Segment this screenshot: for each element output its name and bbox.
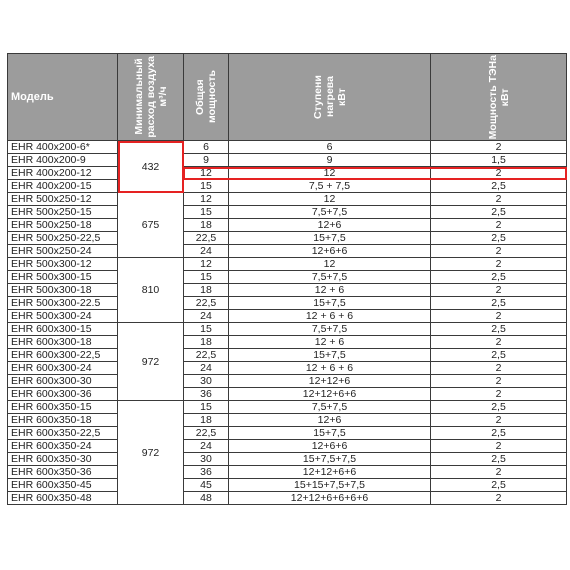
element-power-cell: 2 xyxy=(431,414,567,427)
spec-table-container xyxy=(7,53,566,505)
element-power-cell: 2,5 xyxy=(431,180,567,193)
element-power-cell: 2,5 xyxy=(431,401,567,414)
element-power-cell: 2 xyxy=(431,362,567,375)
total-power-cell: 15 xyxy=(184,323,229,336)
total-power-cell: 12 xyxy=(184,193,229,206)
table-row xyxy=(8,323,567,336)
heating-stages-cell: 7,5 + 7,5 xyxy=(229,180,431,193)
table-row xyxy=(8,440,567,453)
heating-stages-cell: 9 xyxy=(229,154,431,167)
table-row xyxy=(8,258,567,271)
table-row xyxy=(8,141,567,154)
model-cell: EHR 400x200-12 xyxy=(8,167,118,180)
total-power-cell: 48 xyxy=(184,492,229,505)
table-row xyxy=(8,219,567,232)
heating-stages-cell: 7,5+7,5 xyxy=(229,271,431,284)
model-cell: EHR 500x250-15 xyxy=(8,206,118,219)
model-cell: EHR 600x300-30 xyxy=(8,375,118,388)
header-total-power-label: Общая мощность xyxy=(194,70,218,124)
element-power-cell: 2 xyxy=(431,245,567,258)
table-row xyxy=(8,453,567,466)
element-power-cell: 2 xyxy=(431,167,567,180)
model-cell: EHR 500x250-24 xyxy=(8,245,118,258)
table-body xyxy=(8,141,567,505)
element-power-cell: 2 xyxy=(431,219,567,232)
table-row xyxy=(8,492,567,505)
total-power-cell: 12 xyxy=(184,167,229,180)
model-cell: EHR 600x300-36 xyxy=(8,388,118,401)
element-power-cell: 2 xyxy=(431,466,567,479)
heating-stages-cell: 7,5+7,5 xyxy=(229,323,431,336)
total-power-cell: 24 xyxy=(184,440,229,453)
header-heating-stages xyxy=(229,54,431,141)
total-power-cell: 24 xyxy=(184,362,229,375)
model-cell: EHR 500x250-18 xyxy=(8,219,118,232)
table-row xyxy=(8,297,567,310)
heating-stages-cell: 7,5+7,5 xyxy=(229,401,431,414)
table-row xyxy=(8,284,567,297)
heating-stages-cell: 12+6+6 xyxy=(229,245,431,258)
table-row xyxy=(8,466,567,479)
total-power-cell: 18 xyxy=(184,336,229,349)
model-cell: EHR 600x350-45 xyxy=(8,479,118,492)
heating-stages-cell: 6 xyxy=(229,141,431,154)
total-power-cell: 22,5 xyxy=(184,349,229,362)
model-cell: EHR 600x350-36 xyxy=(8,466,118,479)
table-row xyxy=(8,245,567,258)
total-power-cell: 18 xyxy=(184,284,229,297)
table-row xyxy=(8,180,567,193)
element-power-cell: 2,5 xyxy=(431,349,567,362)
header-total-power xyxy=(184,54,229,141)
heating-stages-cell: 12+12+6+6 xyxy=(229,388,431,401)
element-power-cell: 2,5 xyxy=(431,232,567,245)
element-power-cell: 2,5 xyxy=(431,323,567,336)
element-power-cell: 2 xyxy=(431,258,567,271)
element-power-cell: 2 xyxy=(431,336,567,349)
table-row xyxy=(8,479,567,492)
table-row xyxy=(8,310,567,323)
element-power-cell: 2 xyxy=(431,141,567,154)
air-flow-cell: 810 xyxy=(118,258,184,323)
heating-stages-cell: 12 + 6 + 6 xyxy=(229,310,431,323)
air-flow-cell: 675 xyxy=(118,193,184,258)
header-heating-stages-label: Ступени нагрева кВт xyxy=(311,75,348,119)
heating-stages-cell: 12 + 6 + 6 xyxy=(229,362,431,375)
model-cell: EHR 500x300-15 xyxy=(8,271,118,284)
model-cell: EHR 600x350-24 xyxy=(8,440,118,453)
model-cell: EHR 600x300-18 xyxy=(8,336,118,349)
element-power-cell: 2 xyxy=(431,388,567,401)
element-power-cell: 1,5 xyxy=(431,154,567,167)
model-cell: EHR 600x350-18 xyxy=(8,414,118,427)
model-cell: EHR 500x250-22,5 xyxy=(8,232,118,245)
table-row xyxy=(8,401,567,414)
heating-stages-cell: 12 xyxy=(229,193,431,206)
element-power-cell: 2,5 xyxy=(431,206,567,219)
table-row xyxy=(8,193,567,206)
model-cell: EHR 600x300-22,5 xyxy=(8,349,118,362)
model-cell: EHR 500x300-24 xyxy=(8,310,118,323)
heating-stages-cell: 15+7,5 xyxy=(229,427,431,440)
header-air-flow-label: Минимальный расход воздуха м³/ч xyxy=(132,56,169,138)
header-element-power xyxy=(431,54,567,141)
heating-stages-cell: 15+7,5+7,5 xyxy=(229,453,431,466)
heating-stages-cell: 12 + 6 xyxy=(229,284,431,297)
total-power-cell: 30 xyxy=(184,453,229,466)
total-power-cell: 36 xyxy=(184,388,229,401)
air-flow-cell: 432 xyxy=(118,141,184,193)
table-row xyxy=(8,388,567,401)
table-row xyxy=(8,375,567,388)
total-power-cell: 15 xyxy=(184,271,229,284)
model-cell: EHR 600x350-22,5 xyxy=(8,427,118,440)
model-cell: EHR 500x300-22.5 xyxy=(8,297,118,310)
table-row xyxy=(8,349,567,362)
model-cell: EHR 400x200-15 xyxy=(8,180,118,193)
air-flow-cell: 972 xyxy=(118,323,184,401)
total-power-cell: 24 xyxy=(184,245,229,258)
element-power-cell: 2,5 xyxy=(431,479,567,492)
table-row xyxy=(8,336,567,349)
model-cell: EHR 600x350-48 xyxy=(8,492,118,505)
element-power-cell: 2 xyxy=(431,440,567,453)
total-power-cell: 30 xyxy=(184,375,229,388)
element-power-cell: 2,5 xyxy=(431,427,567,440)
model-cell: EHR 600x300-15 xyxy=(8,323,118,336)
total-power-cell: 6 xyxy=(184,141,229,154)
element-power-cell: 2 xyxy=(431,193,567,206)
element-power-cell: 2,5 xyxy=(431,271,567,284)
model-cell: EHR 400x200-9 xyxy=(8,154,118,167)
element-power-cell: 2 xyxy=(431,310,567,323)
table-row xyxy=(8,232,567,245)
element-power-cell: 2 xyxy=(431,492,567,505)
heating-stages-cell: 15+7,5 xyxy=(229,349,431,362)
element-power-cell: 2 xyxy=(431,375,567,388)
table-row xyxy=(8,154,567,167)
heating-stages-cell: 12 + 6 xyxy=(229,336,431,349)
model-cell: EHR 500x300-18 xyxy=(8,284,118,297)
header-model: Модель xyxy=(8,54,118,141)
table-row xyxy=(8,427,567,440)
heater-spec-table xyxy=(7,53,567,505)
model-cell: EHR 600x300-24 xyxy=(8,362,118,375)
table-row xyxy=(8,271,567,284)
total-power-cell: 15 xyxy=(184,206,229,219)
air-flow-cell: 972 xyxy=(118,401,184,505)
total-power-cell: 9 xyxy=(184,154,229,167)
heating-stages-cell: 15+15+7,5+7,5 xyxy=(229,479,431,492)
total-power-cell: 45 xyxy=(184,479,229,492)
heating-stages-cell: 12 xyxy=(229,258,431,271)
heating-stages-cell: 15+7,5 xyxy=(229,297,431,310)
total-power-cell: 18 xyxy=(184,219,229,232)
total-power-cell: 24 xyxy=(184,310,229,323)
heating-stages-cell: 12+12+6+6 xyxy=(229,466,431,479)
total-power-cell: 15 xyxy=(184,401,229,414)
total-power-cell: 22,5 xyxy=(184,232,229,245)
total-power-cell: 18 xyxy=(184,414,229,427)
element-power-cell: 2,5 xyxy=(431,453,567,466)
heating-stages-cell: 12+6 xyxy=(229,219,431,232)
heating-stages-cell: 12+6 xyxy=(229,414,431,427)
total-power-cell: 36 xyxy=(184,466,229,479)
heating-stages-cell: 12+12+6 xyxy=(229,375,431,388)
element-power-cell: 2 xyxy=(431,284,567,297)
table-row xyxy=(8,206,567,219)
table-row xyxy=(8,167,567,180)
header-air-flow xyxy=(118,54,184,141)
model-cell: EHR 600x350-30 xyxy=(8,453,118,466)
element-power-cell: 2,5 xyxy=(431,297,567,310)
total-power-cell: 22,5 xyxy=(184,427,229,440)
heating-stages-cell: 12+12+6+6+6+6 xyxy=(229,492,431,505)
model-cell: EHR 500x300-12 xyxy=(8,258,118,271)
header-row xyxy=(8,54,567,141)
total-power-cell: 22,5 xyxy=(184,297,229,310)
total-power-cell: 15 xyxy=(184,180,229,193)
table-row xyxy=(8,362,567,375)
model-cell: EHR 400x200-6* xyxy=(8,141,118,154)
model-cell: EHR 600x350-15 xyxy=(8,401,118,414)
heating-stages-cell: 15+7,5 xyxy=(229,232,431,245)
total-power-cell: 12 xyxy=(184,258,229,271)
heating-stages-cell: 7,5+7,5 xyxy=(229,206,431,219)
heating-stages-cell: 12 xyxy=(229,167,431,180)
table-row xyxy=(8,414,567,427)
model-cell: EHR 500x250-12 xyxy=(8,193,118,206)
heating-stages-cell: 12+6+6 xyxy=(229,440,431,453)
header-element-power-label: Мощность ТЭНа кВт xyxy=(486,54,511,140)
